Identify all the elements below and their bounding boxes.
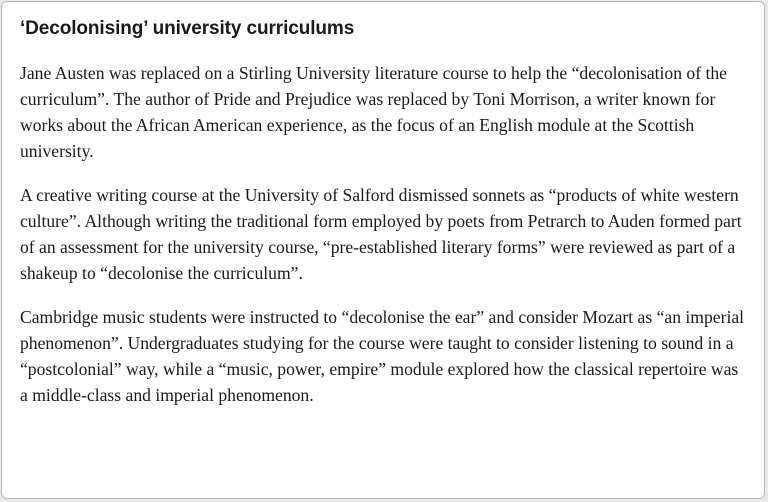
paragraph-cambridge-music: Cambridge music students were instructed to “decolonise the ear” and consider Mozart as “an imperial phenomenon”. Undergraduates studying for the course were taught to consider listening to sound in a “postcolonial” way, while a “music, power, empire” module explored how the classical repertoire was a middle-class and imperial phenomenon. [20, 307, 745, 405]
article-card [1, 1, 765, 499]
paragraph-stirling-austen: Jane Austen was replaced on a Stirling University literature course to help the “decolonisation of the curriculum”. The author of Pride and Prejudice was replaced by Toni Morrison, a writer known for works about the African American experience, as the focus of an English module at the Scottish university. [20, 63, 727, 161]
article-heading: ‘Decolonising’ university curriculums [20, 18, 355, 39]
paragraph-salford-sonnets: A creative writing course at the University of Salford dismissed sonnets as “products of white western culture”. Although writing the traditional form employed by poets from Petrarch to Auden formed part of an assessment for the university course, “pre-established literary forms” were reviewed as part of a shakeup to “decolonise the curriculum”. [20, 185, 742, 283]
